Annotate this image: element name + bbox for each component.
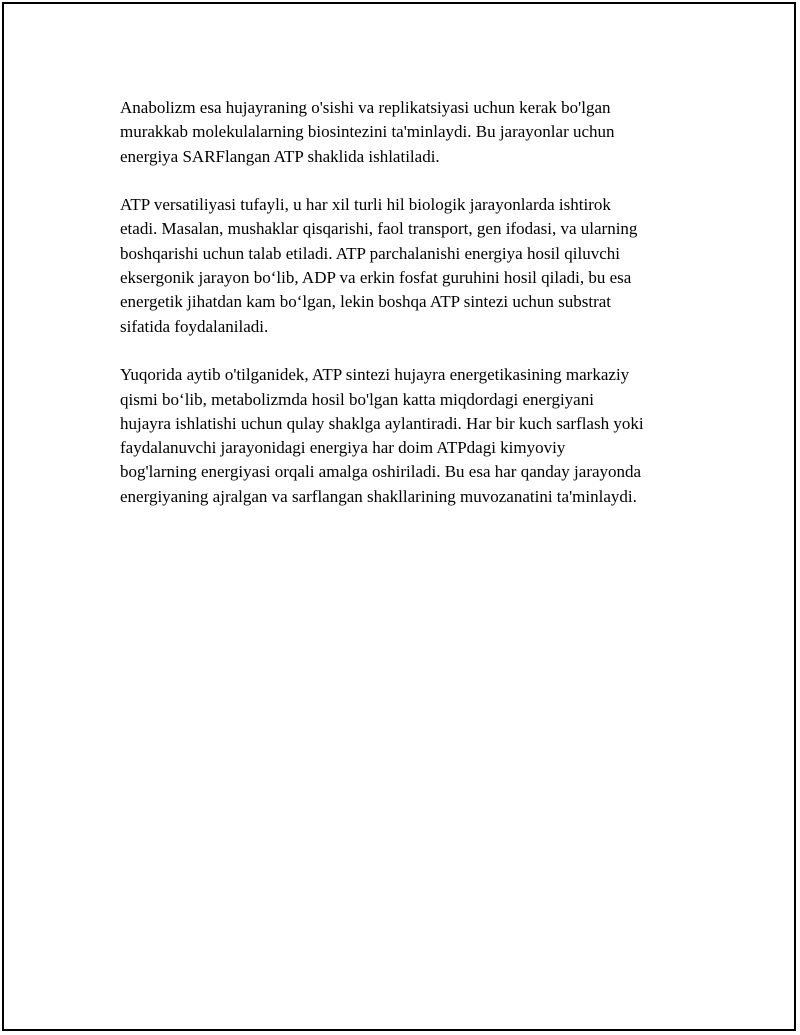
- paragraph-anabolism: Anabolizm esa hujayraning o'sishi va replikatsiyasi uchun kerak bo'lgan murakkab molekulalarning biosintezini ta'minlaydi. Bu jarayonlar uchun energiya SARFlangan ATP shaklida ishlatiladi.: [120, 98, 615, 166]
- document-body: [120, 96, 700, 533]
- paragraph-atp-synthesis: Yuqorida aytib o'tilganidek, ATP sintezi hujayra energetikasining markaziy qismi bo‘lib, metabolizmda hosil bo'lgan katta miqdordagi energiyani hujayra ishlatishi uchun qulay shaklga aylantiradi. Har bir kuch sarflash yoki faydalanuvchi jarayonidagi energiya har doim ATPdagi kimyoviy bog'larning energiyasi orqali amalga oshiriladi. Bu esa har qanday jarayonda energiyaning ajralgan va sarflangan shakllarining muvozanatini ta'minlaydi.: [120, 365, 644, 506]
- page-frame: [2, 2, 796, 1031]
- paragraph-atp-versatility: ATP versatiliyasi tufayli, u har xil turli hil biologik jarayonlarda ishtirok etadi. Masalan, mushaklar qisqarishi, faol transport, gen ifodasi, va ularning boshqarishi uchun talab etiladi. ATP parchalanishi energiya hosil qiluvchi eksergonik jarayon bo‘lib, ADP va erkin fosfat guruhini hosil qiladi, bu esa energetik jihatdan kam bo‘lgan, lekin boshqa ATP sintezi uchun substrat sifatida foydalaniladi.: [120, 195, 638, 336]
